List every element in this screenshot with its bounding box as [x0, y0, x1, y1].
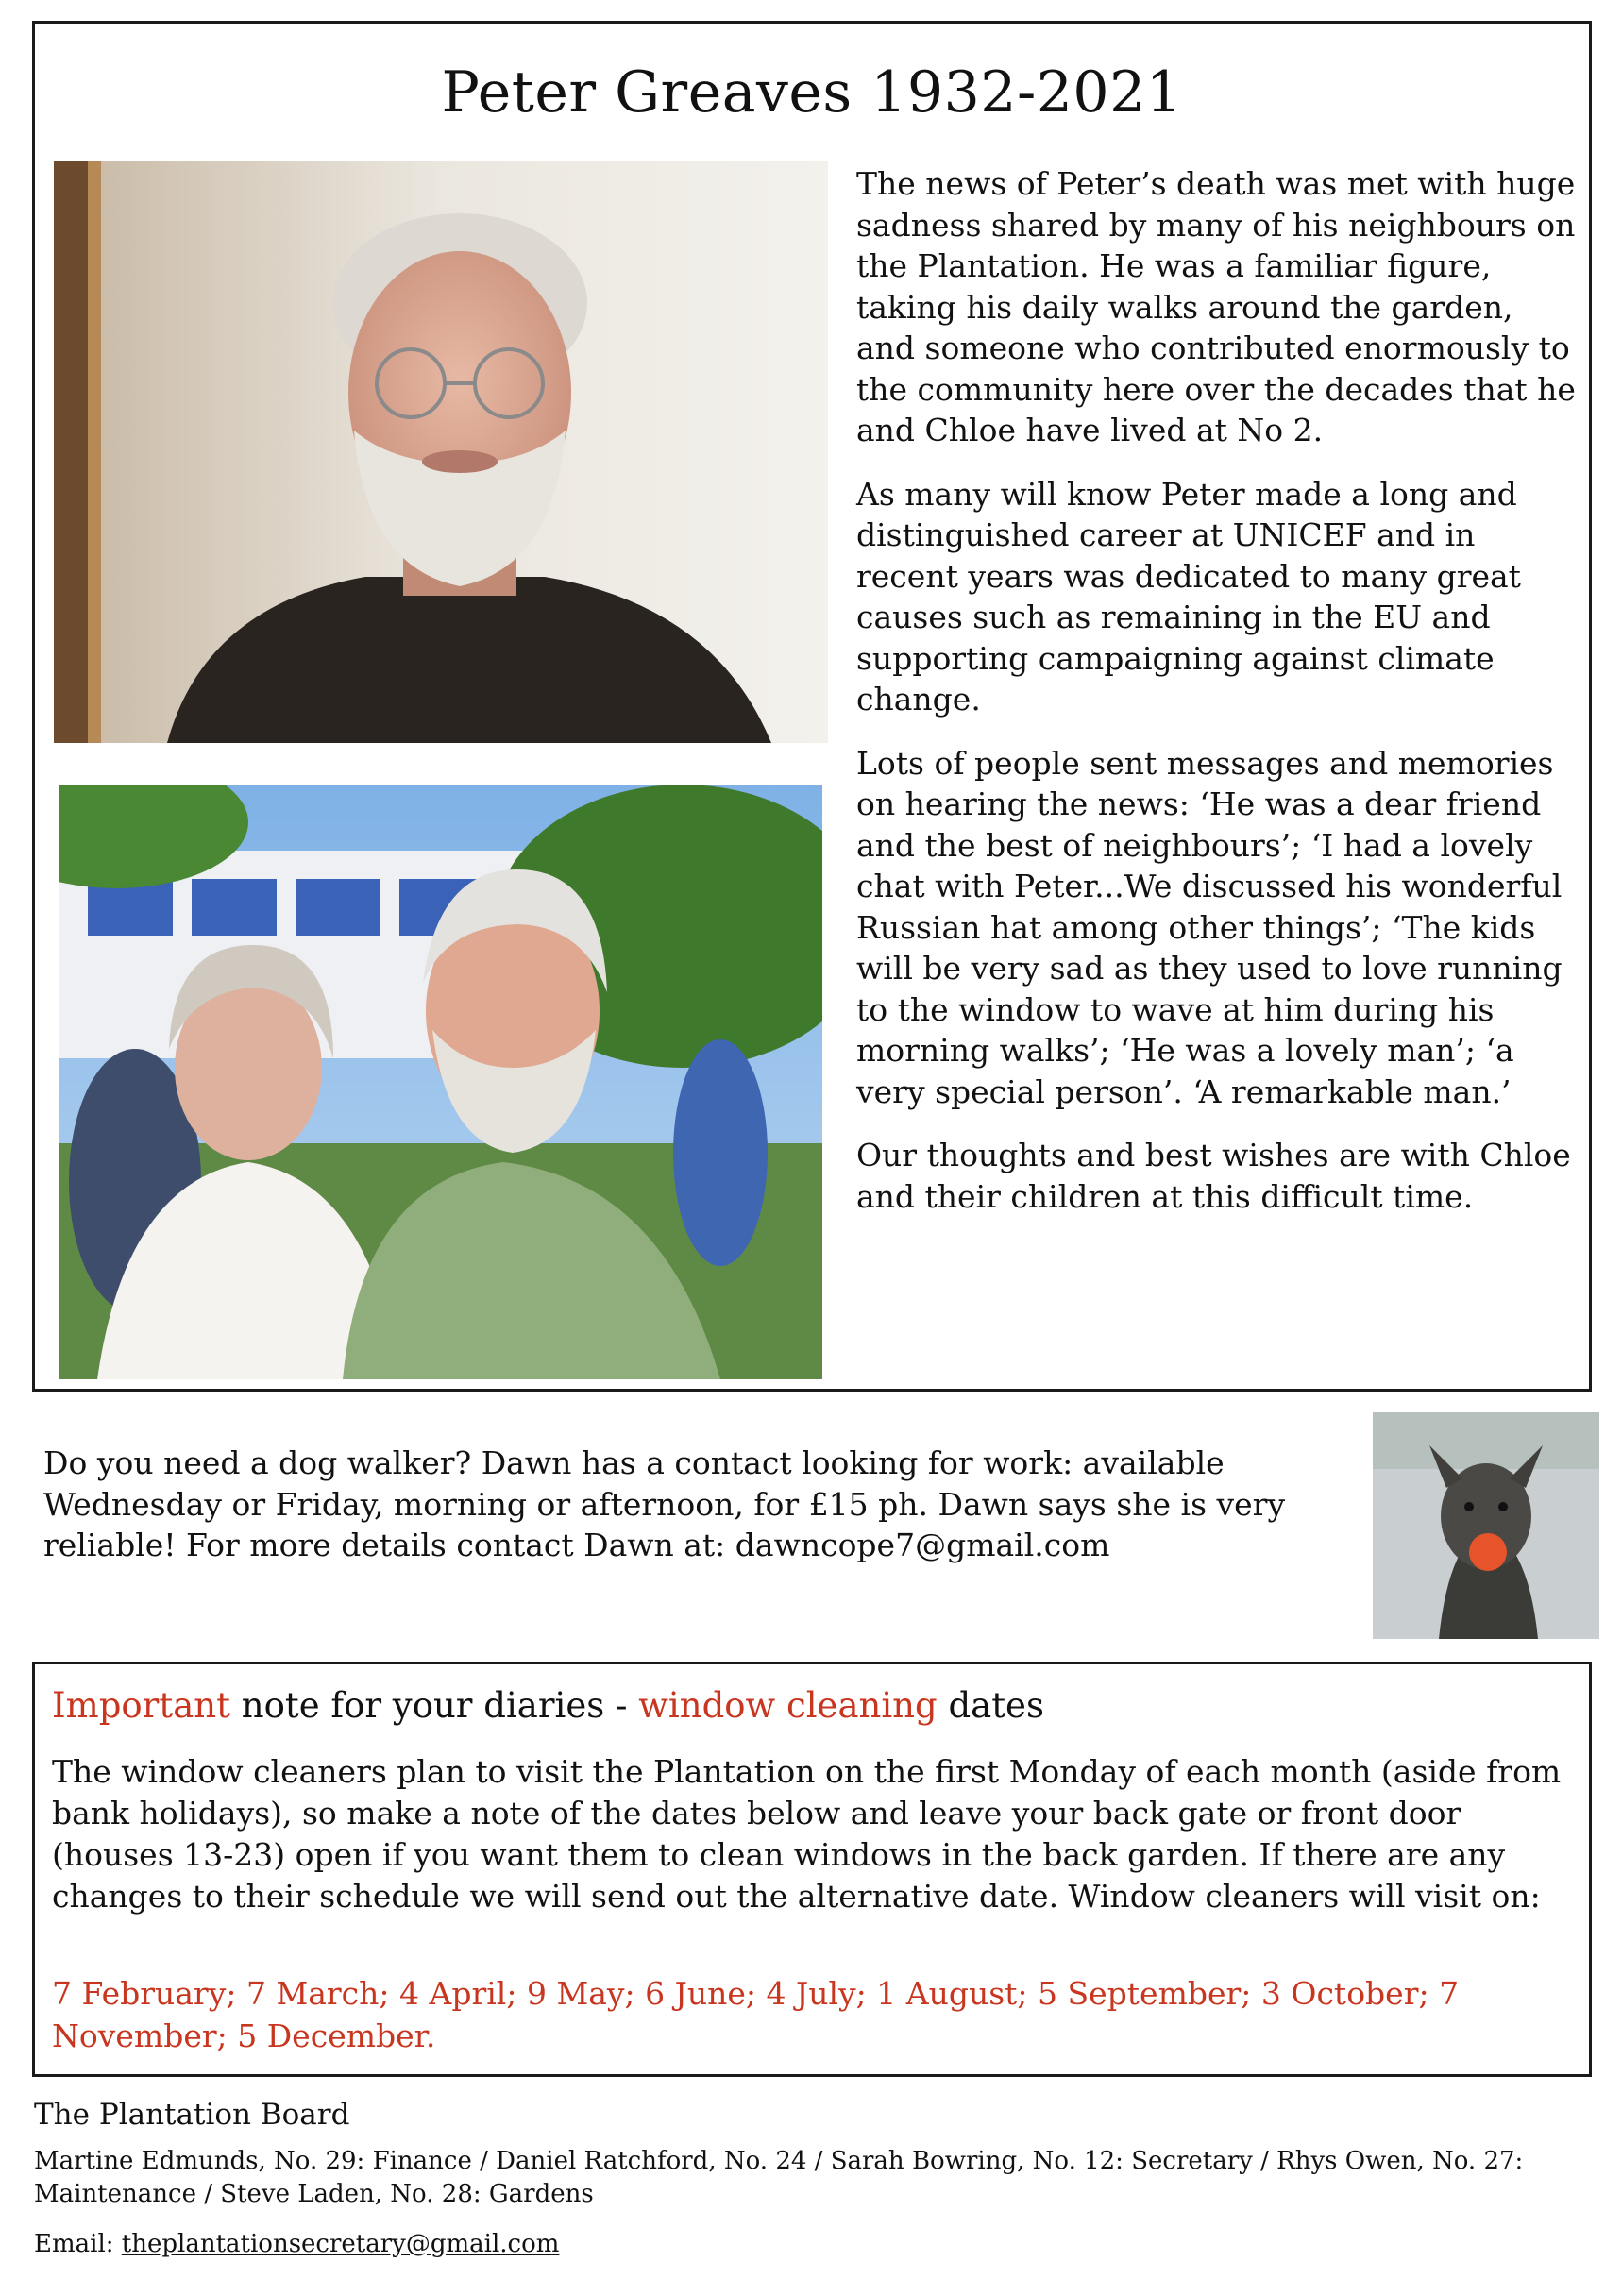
- obituary-paragraph: Lots of people sent messages and memories on hearing the news: ‘He was a dear friend and the best of neighbours’; ‘I had a lovely chat with Peter...We discussed his wonderful Russian hat among other things’; ‘The kids will be very sad as they used to love running to the window to wave at him during his morning walks’; ‘He was a lovely man’; ‘a very special person’. ‘A remarkable man.’: [856, 744, 1563, 1110]
- couple-photo: [59, 785, 822, 1379]
- obituary-title: Peter Greaves 1932-2021: [441, 59, 1183, 126]
- obituary-paragraph: As many will know Peter made a long and distinguished career at UNICEF and in recent years was dedicated to many great causes such as remaining in the EU and supporting campaigning against climate change.: [856, 475, 1521, 718]
- email-label: Email:: [34, 2230, 122, 2258]
- window-cleaning-box: [32, 1662, 1592, 2077]
- heading-dates: dates: [937, 1685, 1044, 1726]
- dog-photo: [1373, 1412, 1599, 1639]
- obituary-paragraph: Our thoughts and best wishes are with Chloe and their children at this difficult time.: [856, 1137, 1571, 1215]
- heading-note: note for your diaries -: [229, 1685, 639, 1726]
- board-title: The Plantation Board: [34, 2098, 350, 2132]
- footer-email: [34, 2230, 559, 2258]
- obituary-box: [32, 21, 1592, 1392]
- dog-walker-notice: Do you need a dog walker? Dawn has a contact looking for work: available Wednesday or Friday, morning or afternoon, for £15 ph. Dawn says she is very reliable! For more details contact Dawn at: dawncope7@gmail.com: [43, 1444, 1286, 1563]
- board-members: Martine Edmunds, No. 29: Finance / Daniel Ratchford, No. 24 / Sarah Bowring, No. 12: Secretary / Rhys Owen, No. 27: Maintenance / Steve Laden, No. 28: Gardens: [34, 2147, 1524, 2208]
- portrait-photo: [54, 161, 828, 743]
- heading-window-cleaning: window cleaning: [638, 1685, 938, 1726]
- email-link[interactable]: theplantationsecretary@gmail.com: [121, 2230, 560, 2258]
- window-cleaning-dates: 7 February; 7 March; 4 April; 9 May; 6 June; 4 July; 1 August; 5 September; 3 October; 7 November; 5 December.: [52, 1975, 1460, 2054]
- heading-important: Important: [52, 1685, 230, 1726]
- obituary-paragraph: The news of Peter’s death was met with huge sadness shared by many of his neighbours on the Plantation. He was a familiar figure, taking his daily walks around the garden, and someone who contributed enormously to the community here over the decades that he and Chloe have lived at No 2.: [856, 165, 1576, 448]
- obituary-text: [856, 163, 1576, 1240]
- window-cleaning-body: The window cleaners plan to visit the Plantation on the first Monday of each month (aside from bank holidays), so make a note of the dates below and leave your back gate or front door (houses 13-23) open if you want them to clean windows in the back garden. If there are any changes to their schedule we will send out the alternative date. Window cleaners will visit on:: [52, 1753, 1562, 1915]
- window-cleaning-heading: [52, 1685, 1044, 1726]
